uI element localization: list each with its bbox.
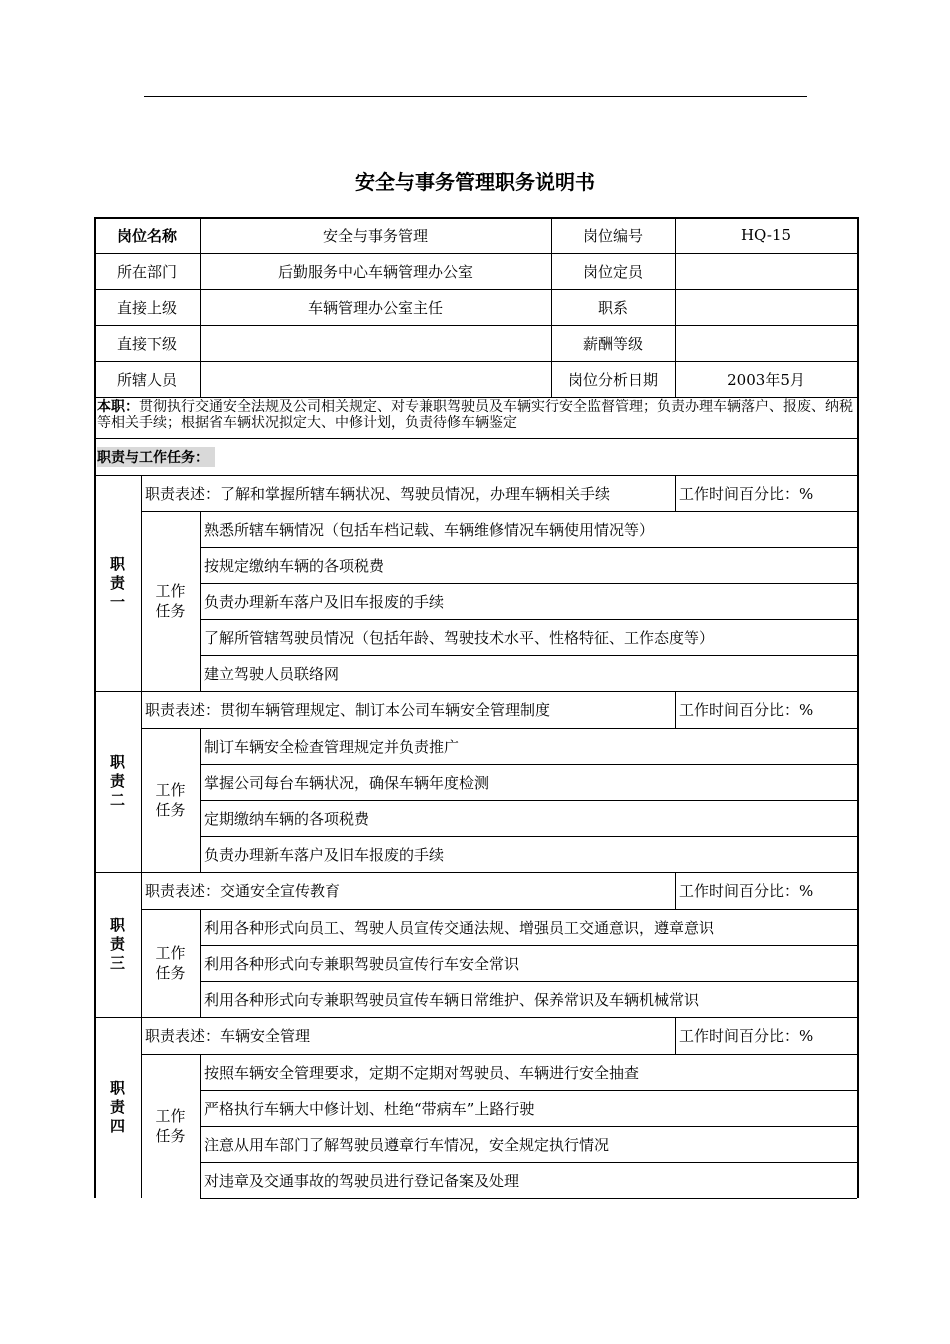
job-summary-label: 本职：: [97, 399, 139, 415]
info-label-text: 岗位分析日期: [567, 370, 658, 389]
duty-label-char: 职: [109, 1079, 125, 1097]
task-row: [200, 728, 857, 764]
header-rule: [144, 96, 807, 97]
table-rule: [200, 1126, 857, 1127]
table-rule: [141, 1017, 142, 1198]
info-value-text: HQ-15: [740, 226, 792, 244]
table-rule: [200, 511, 201, 691]
duty-description-text: 职责表述：了解和掌握所辖车辆状况、驾驶员情况，办理车辆相关手续: [145, 484, 611, 503]
table-rule: [200, 619, 857, 620]
table-rule: [551, 217, 552, 397]
task-row: [200, 1126, 857, 1162]
info-value: [675, 253, 857, 289]
table-rule: [675, 475, 676, 511]
info-label: [551, 289, 675, 325]
info-value: [200, 253, 551, 289]
info-value: [200, 361, 551, 397]
info-value: [675, 217, 857, 253]
table-rule: [94, 325, 857, 326]
info-label: [94, 361, 200, 397]
table-rule: [675, 872, 676, 909]
table-rule: [200, 1198, 857, 1199]
duty-label: [94, 1017, 141, 1198]
table-rule: [141, 511, 200, 512]
table-rule: [200, 945, 857, 946]
task-row: [200, 1162, 857, 1198]
duty-label-char: 一: [109, 592, 125, 611]
table-rule: [200, 909, 857, 910]
info-label-text: 所在部门: [116, 262, 177, 281]
duty-label: [94, 691, 141, 872]
table-rule: [857, 217, 859, 1198]
task-row: [200, 764, 857, 800]
task-text: 按规定缴纳车辆的各项税费: [204, 556, 385, 575]
task-row: [200, 836, 857, 872]
table-rule: [200, 800, 857, 801]
task-text: 了解所管辖驾驶员情况（包括年龄、驾驶技术水平、性格特征、工作态度等）: [204, 628, 715, 647]
duty-label: [94, 475, 141, 691]
work-tasks-label-text: 任务: [155, 964, 186, 982]
table-rule: [675, 691, 676, 728]
table-rule: [94, 253, 857, 254]
task-text: 定期缴纳车辆的各项税费: [204, 809, 370, 828]
info-label: [551, 361, 675, 397]
task-row: [200, 1090, 857, 1126]
task-text: 建立驾驶人员联络网: [204, 664, 340, 683]
info-value: [200, 325, 551, 361]
table-rule: [200, 836, 857, 837]
document-title: 安全与事务管理职务说明书: [355, 170, 595, 194]
work-tasks-label-text: 任务: [155, 801, 186, 819]
duty-label: [94, 872, 141, 1017]
table-rule: [141, 872, 857, 873]
table-rule: [200, 547, 857, 548]
table-rule: [141, 475, 142, 691]
info-value: [200, 217, 551, 253]
work-tasks-label-text: 工作: [155, 781, 186, 799]
duty-time-percent: [675, 475, 857, 511]
task-row: [200, 981, 857, 1017]
table-rule: [141, 909, 200, 910]
info-label: [94, 289, 200, 325]
task-text: 对违章及交通事故的驾驶员进行登记备案及处理: [204, 1171, 520, 1190]
table-rule: [200, 217, 201, 397]
duty-label-char: 职: [109, 753, 125, 771]
info-label: [551, 217, 675, 253]
table-rule: [200, 655, 857, 656]
info-value: [675, 361, 857, 397]
info-label-text: 岗位名称: [116, 226, 177, 245]
duty-label-char: 四: [109, 1117, 125, 1135]
table-rule: [200, 764, 857, 765]
task-text: 严格执行车辆大中修计划、杜绝“带病车”上路行驶: [204, 1099, 535, 1118]
duty-time-text: 工作时间百分比：%: [679, 1027, 814, 1045]
work-tasks-label-text: 任务: [155, 1127, 186, 1145]
task-row: [200, 619, 857, 655]
table-rule: [200, 909, 201, 1017]
info-label-text: 薪酬等级: [582, 334, 643, 353]
duty-label-char: 责: [109, 1098, 125, 1116]
info-label: [94, 253, 200, 289]
duty-description: [141, 691, 675, 728]
task-row: [200, 547, 857, 583]
duty-time-text: 工作时间百分比：%: [679, 701, 814, 719]
task-text: 利用各种形式向专兼职驾驶员宣传车辆日常维护、保养常识及车辆机械常识: [204, 990, 700, 1009]
info-value: [675, 289, 857, 325]
task-text: 负责办理新车落户及旧车报废的手续: [204, 845, 445, 864]
info-label-text: 直接上级: [116, 298, 177, 317]
table-rule: [141, 872, 142, 1017]
info-value-text: 安全与事务管理: [322, 226, 428, 245]
duty-time-text: 工作时间百分比：%: [679, 484, 814, 503]
info-label-text: 岗位定员: [582, 262, 643, 281]
work-tasks-label-text: 工作: [155, 944, 186, 962]
duty-description: [141, 872, 675, 909]
task-row: [200, 511, 857, 547]
duty-label-char: 职: [109, 916, 125, 934]
work-tasks-label-text: 工作: [155, 1107, 186, 1125]
task-text: 利用各种形式向员工、驾驶人员宣传交通法规、增强员工交通意识，遵章意识: [204, 918, 715, 937]
duty-description-text: 职责表述：交通安全宣传教育: [145, 882, 341, 900]
duty-label-char: 责: [109, 772, 125, 790]
task-text: 掌握公司每台车辆状况，确保车辆年度检测: [204, 773, 490, 792]
task-text: 按照车辆安全管理要求，定期不定期对驾驶员、车辆进行安全抽查: [204, 1063, 640, 1082]
duty-description: [141, 1017, 675, 1054]
table-rule: [675, 1017, 676, 1054]
task-text: 利用各种形式向专兼职驾驶员宣传行车安全常识: [204, 954, 520, 973]
table-rule: [200, 511, 857, 512]
work-tasks-label-text: 任务: [155, 602, 186, 620]
info-value: [675, 325, 857, 361]
info-label-text: 直接下级: [116, 334, 177, 353]
duty-label-char: 责: [109, 573, 125, 592]
duty-description-text: 职责表述：贯彻车辆管理规定、制订本公司车辆安全管理制度: [145, 701, 551, 719]
duty-label-char: 二: [109, 791, 125, 809]
duty-time-percent: [675, 1017, 857, 1054]
table-rule: [200, 728, 857, 729]
duty-label-char: 三: [109, 954, 125, 972]
task-row: [200, 1054, 857, 1090]
duty-description: [141, 475, 675, 511]
duty-label-char: 职: [109, 554, 125, 573]
task-row: [200, 800, 857, 836]
task-row: [200, 909, 857, 945]
duty-time-percent: [675, 872, 857, 909]
task-row: [200, 583, 857, 619]
duties-header-text: 职责与工作任务：: [97, 447, 215, 467]
table-rule: [200, 728, 201, 872]
duty-description-text: 职责表述：车辆安全管理: [145, 1027, 311, 1045]
info-label: [94, 325, 200, 361]
table-rule: [141, 1017, 857, 1018]
task-text: 熟悉所辖车辆情况（包括车档记载、车辆维修情况车辆使用情况等）: [204, 520, 655, 539]
duties-header: [94, 439, 857, 475]
table-rule: [94, 361, 857, 362]
job-summary-text: 贯彻执行交通安全法规及公司相关规定、对专兼职驾驶员及车辆实行安全监督管理；负责办理车辆落户、报废、纳税等相关手续；根据省车辆状况拟定大、中修计划，负责待修车辆鉴定: [97, 399, 853, 431]
info-label: [551, 325, 675, 361]
task-text: 负责办理新车落户及旧车报废的手续: [204, 592, 445, 611]
table-rule: [200, 1162, 857, 1163]
info-label-text: 岗位编号: [582, 226, 643, 245]
work-tasks-label: [141, 511, 200, 691]
task-text: 注意从用车部门了解驾驶员遵章行车情况，安全规定执行情况: [204, 1135, 610, 1154]
table-rule: [200, 1090, 857, 1091]
info-label: [551, 253, 675, 289]
info-value: [200, 289, 551, 325]
table-rule: [94, 217, 96, 1198]
table-rule: [200, 1054, 857, 1055]
task-text: 制订车辆安全检查管理规定并负责推广: [204, 737, 460, 756]
info-value-text: 车辆管理办公室主任: [307, 298, 443, 317]
table-rule: [200, 1054, 201, 1198]
duty-time-text: 工作时间百分比：%: [679, 882, 814, 900]
table-rule: [141, 691, 142, 872]
duty-label-char: 责: [109, 935, 125, 953]
table-rule: [200, 583, 857, 584]
info-value-text: 2003年5月: [727, 370, 805, 389]
table-rule: [94, 217, 857, 219]
task-row: [200, 655, 857, 691]
info-value-text: 后勤服务中心车辆管理办公室: [277, 262, 473, 281]
table-rule: [141, 728, 200, 729]
table-rule: [141, 475, 857, 476]
duty-time-percent: [675, 691, 857, 728]
table-rule: [141, 691, 857, 692]
job-summary: [94, 398, 857, 438]
info-label-text: 职系: [597, 298, 628, 317]
table-rule: [675, 217, 676, 397]
work-tasks-label: [141, 909, 200, 1017]
table-rule: [200, 981, 857, 982]
work-tasks-label: [141, 728, 200, 872]
work-tasks-label: [141, 1054, 200, 1198]
work-tasks-label-text: 工作: [155, 582, 186, 600]
table-rule: [141, 1054, 200, 1055]
info-label-text: 所辖人员: [116, 370, 177, 389]
table-rule: [94, 289, 857, 290]
info-label: [94, 217, 200, 253]
task-row: [200, 945, 857, 981]
